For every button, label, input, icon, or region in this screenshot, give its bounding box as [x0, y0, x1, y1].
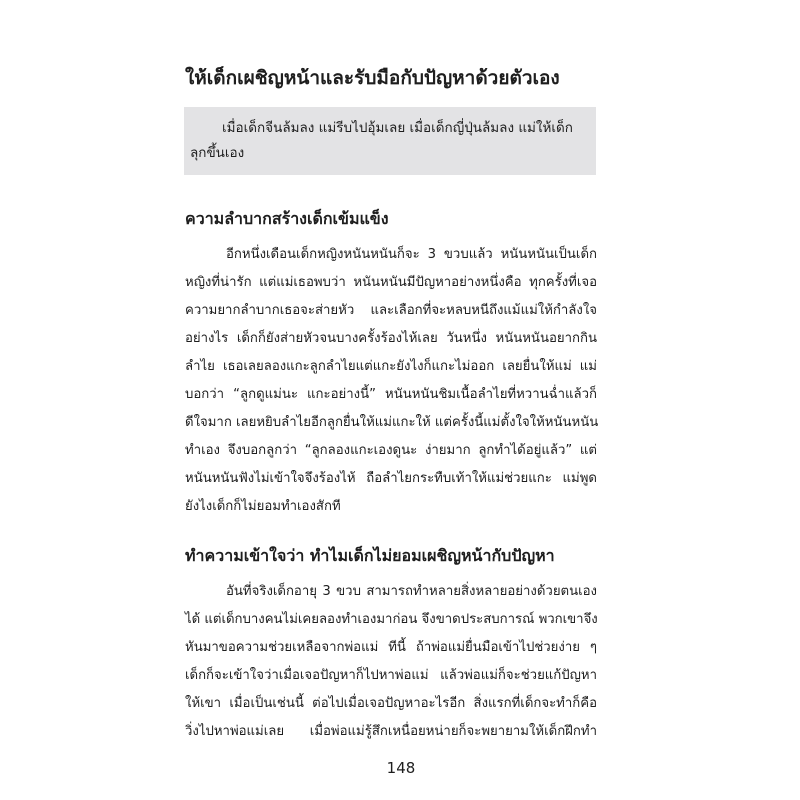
paragraph-line: ยังไงเด็กก็ไม่ยอมทำเองสักที — [185, 499, 341, 514]
section-heading: ความลำบากสร้างเด็กเข้มแข็ง — [185, 209, 389, 228]
paragraph-line: อีกหนึ่งเดือนเด็กหญิงหนันหนันก็จะ 3 ขวบแล้ว หนันหนันเป็นเด็ก — [226, 247, 597, 262]
paragraph-line: หนันหนันฟังไม่เข้าใจจึงร้องไห้ ถือลำไยกระทืบเท้าให้แม่ช่วยแกะ แม่พูด — [185, 471, 597, 486]
paragraph-line: หญิงที่น่ารัก แต่แม่เธอพบว่า หนันหนันมีปัญหาอย่างหนึ่งคือ ทุกครั้งที่เจอ — [185, 275, 597, 290]
quote-line: ลุกขึ้นเอง — [190, 145, 245, 161]
quote-box — [184, 107, 596, 175]
paragraph-line: วิ่งไปหาพ่อแม่เลย เมื่อพ่อแม่รู้สึกเหนื่อยหน่ายก็จะพยายามให้เด็กฝึกทำ — [185, 724, 597, 739]
paragraph-line: ทำเอง จึงบอกลูกว่า “ลูกลองแกะเองดูนะ ง่ายมาก ลูกทำได้อยู่แล้ว” แต่ — [185, 443, 597, 458]
chapter-heading: ให้เด็กเผชิญหน้าและรับมือกับปัญหาด้วยตัวเอง — [185, 67, 560, 89]
paragraph-line: ให้เขา เมื่อเป็นเช่นนี้ ต่อไปเมื่อเจอปัญหาอะไรอีก สิ่งแรกที่เด็กจะทำก็คือ — [185, 696, 597, 711]
page-number: 148 — [386, 759, 416, 777]
paragraph-line: หันมาขอความช่วยเหลือจากพ่อแม่ ทีนี้ ถ้าพ่อแม่ยื่นมือเข้าไปช่วยง่าย ๆ — [185, 640, 597, 655]
paragraph-line: อย่างไร เด็กก็ยังส่ายหัวจนบางครั้งร้องไห้เลย วันหนึ่ง หนันหนันอยากกิน — [185, 331, 597, 346]
paragraph-line: เด็กก็จะเข้าใจว่าเมื่อเจอปัญหาก็ไปหาพ่อแม่ แล้วพ่อแม่ก็จะช่วยแก้ปัญหา — [185, 668, 597, 683]
paragraph-line: ความยากลำบากเธอจะส่ายหัว และเลือกที่จะหลบหนีถึงแม้แม่ให้กำลังใจ — [185, 303, 597, 318]
quote-line: เมื่อเด็กจีนล้มลง แม่รีบไปอุ้มเลย เมื่อเด็กญี่ปุ่นล้มลง แม่ให้เด็ก — [222, 120, 573, 136]
section-heading: ทำความเข้าใจว่า ทำไมเด็กไม่ยอมเผชิญหน้ากับปัญหา — [185, 546, 555, 565]
paragraph-line: ลำไย เธอเลยลองแกะลูกลำไยแต่แกะยังไงก็แกะไม่ออก เลยยื่นให้แม่ แม่ — [185, 359, 597, 374]
paragraph-line: อันที่จริงเด็กอายุ 3 ขวบ สามารถทำหลายสิ่งหลายอย่างด้วยตนเอง — [226, 584, 597, 599]
paragraph-line: ได้ แต่เด็กบางคนไม่เคยลองทำเองมาก่อน จึงขาดประสบการณ์ พวกเขาจึง — [185, 612, 598, 627]
paragraph-line: ดีใจมาก เลยหยิบลำไยอีกลูกยื่นให้แม่แกะให้ แต่ครั้งนี้แม่ตั้งใจให้หนันหนัน — [185, 415, 599, 430]
paragraph-line: บอกว่า “ลูกดูแม่นะ แกะอย่างนี้” หนันหนันชิมเนื้อลำไยที่หวานฉ่ำแล้วก็ — [185, 387, 597, 402]
